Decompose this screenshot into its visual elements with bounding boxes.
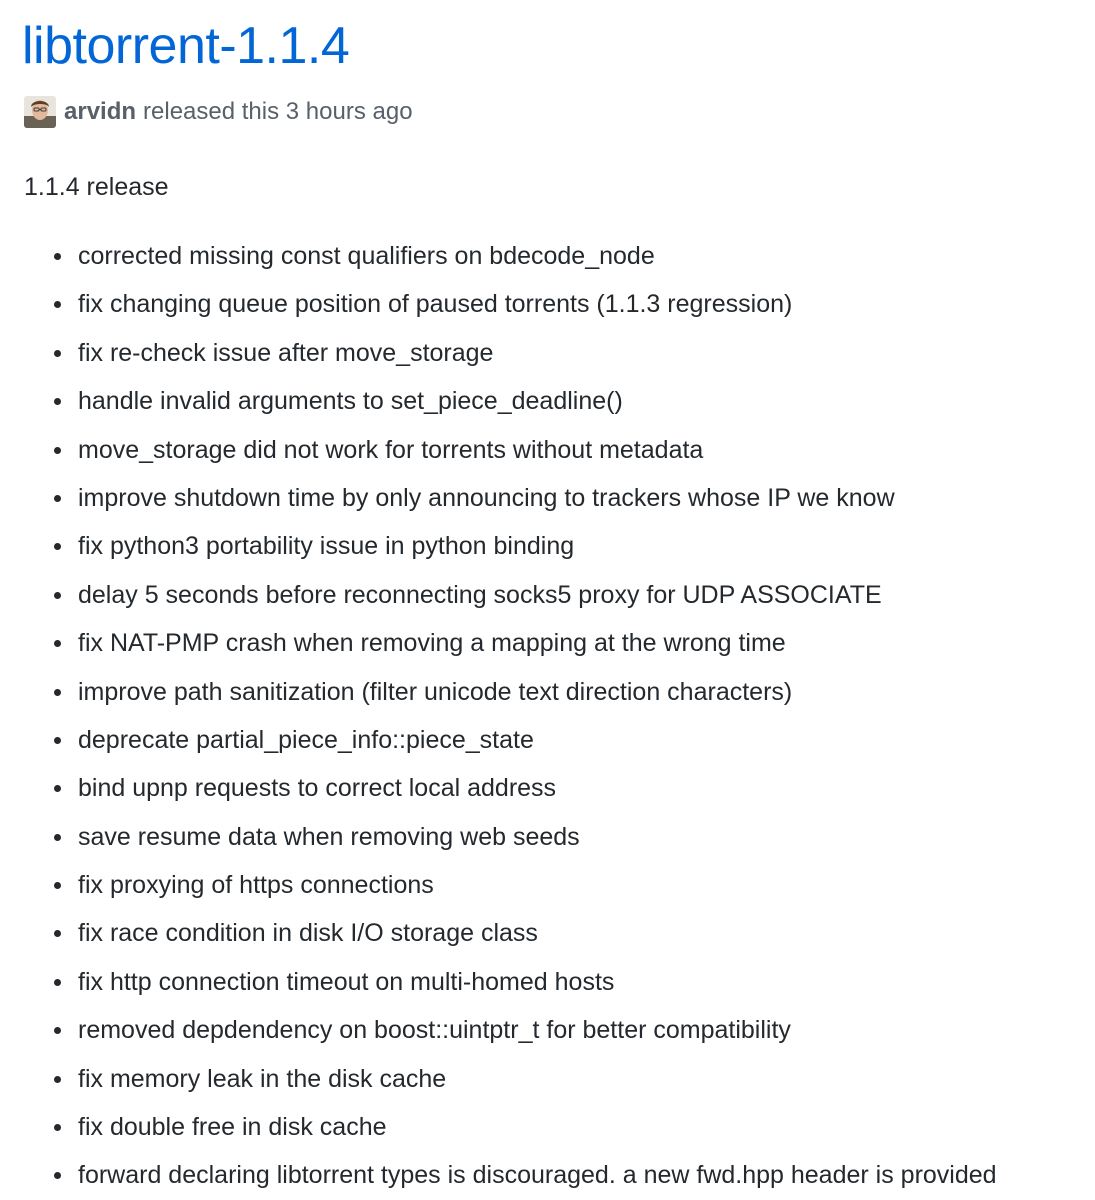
- release-intro: 1.1.4 release: [24, 173, 169, 201]
- list-item-text: fix race condition in disk I/O storage class: [78, 919, 538, 948]
- list-item-text: fix memory leak in the disk cache: [78, 1064, 447, 1093]
- list-item: [0, 1103, 1095, 1151]
- release-title[interactable]: libtorrent-1.1.4: [22, 17, 350, 75]
- list-item: [0, 1151, 1095, 1199]
- release-time-text: released this 3 hours ago: [143, 98, 413, 125]
- list-item-text: move_storage did not work for torrents without metadata: [78, 435, 704, 464]
- list-item: [0, 232, 1095, 280]
- list-item-text: fix proxying of https connections: [78, 871, 434, 900]
- changelog-list: [0, 232, 1095, 1200]
- list-item: [0, 813, 1095, 861]
- list-item-text: save resume data when removing web seeds: [78, 822, 580, 851]
- list-item: [0, 1006, 1095, 1054]
- list-bullet-icon: [54, 689, 61, 696]
- list-item: [0, 619, 1095, 667]
- list-item-text: fix double free in disk cache: [78, 1113, 387, 1142]
- list-item-text: fix NAT-PMP crash when removing a mapping at the wrong time: [78, 629, 786, 658]
- list-item-text: improve shutdown time by only announcing to trackers whose IP we know: [78, 483, 895, 512]
- release-meta: [24, 94, 413, 130]
- list-bullet-icon: [54, 930, 61, 937]
- list-item: [0, 426, 1095, 474]
- list-item: [0, 522, 1095, 570]
- list-item-text: fix http connection timeout on multi-homed hosts: [78, 967, 615, 996]
- list-item: [0, 861, 1095, 909]
- list-bullet-icon: [54, 350, 61, 357]
- list-item-text: fix python3 portability issue in python binding: [78, 532, 575, 561]
- list-bullet-icon: [54, 737, 61, 744]
- list-item: [0, 764, 1095, 812]
- list-item-text: corrected missing const qualifiers on bdecode_node: [78, 242, 655, 270]
- list-bullet-icon: [54, 834, 61, 841]
- list-item-text: bind upnp requests to correct local address: [78, 774, 557, 803]
- list-item: [0, 329, 1095, 377]
- list-bullet-icon: [54, 592, 61, 599]
- list-item-text: handle invalid arguments to set_piece_deadline(): [78, 387, 623, 416]
- list-item-text: improve path sanitization (filter unicode text direction characters): [78, 677, 793, 706]
- list-item-text: removed depdendency on boost::uintptr_t for better compatibility: [78, 1016, 791, 1045]
- list-bullet-icon: [54, 1172, 61, 1179]
- list-item: [0, 377, 1095, 425]
- list-bullet-icon: [54, 1124, 61, 1131]
- list-bullet-icon: [54, 253, 61, 260]
- list-bullet-icon: [54, 785, 61, 792]
- list-item: [0, 716, 1095, 764]
- list-bullet-icon: [54, 979, 61, 986]
- list-item: [0, 958, 1095, 1006]
- list-item-text: forward declaring libtorrent types is discouraged. a new fwd.hpp header is provided: [78, 1161, 997, 1190]
- list-item: [0, 571, 1095, 619]
- list-bullet-icon: [54, 495, 61, 502]
- author-link[interactable]: arvidn: [64, 98, 137, 125]
- list-bullet-icon: [54, 1076, 61, 1083]
- list-item-text: deprecate partial_piece_info::piece_state: [78, 725, 534, 754]
- list-item: [0, 1055, 1095, 1103]
- list-bullet-icon: [54, 543, 61, 550]
- list-bullet-icon: [54, 447, 61, 454]
- list-bullet-icon: [54, 882, 61, 889]
- list-item-text: delay 5 seconds before reconnecting socks5 proxy for UDP ASSOCIATE: [78, 580, 882, 609]
- user-avatar-icon[interactable]: [24, 96, 56, 128]
- list-bullet-icon: [54, 640, 61, 647]
- list-item-text: fix changing queue position of paused torrents (1.1.3 regression): [78, 290, 793, 319]
- list-item-text: fix re-check issue after move_storage: [78, 338, 494, 367]
- list-item: [0, 474, 1095, 522]
- list-item: [0, 280, 1095, 328]
- list-item: [0, 668, 1095, 716]
- list-bullet-icon: [54, 398, 61, 405]
- list-bullet-icon: [54, 301, 61, 308]
- list-bullet-icon: [54, 1027, 61, 1034]
- list-item: [0, 909, 1095, 957]
